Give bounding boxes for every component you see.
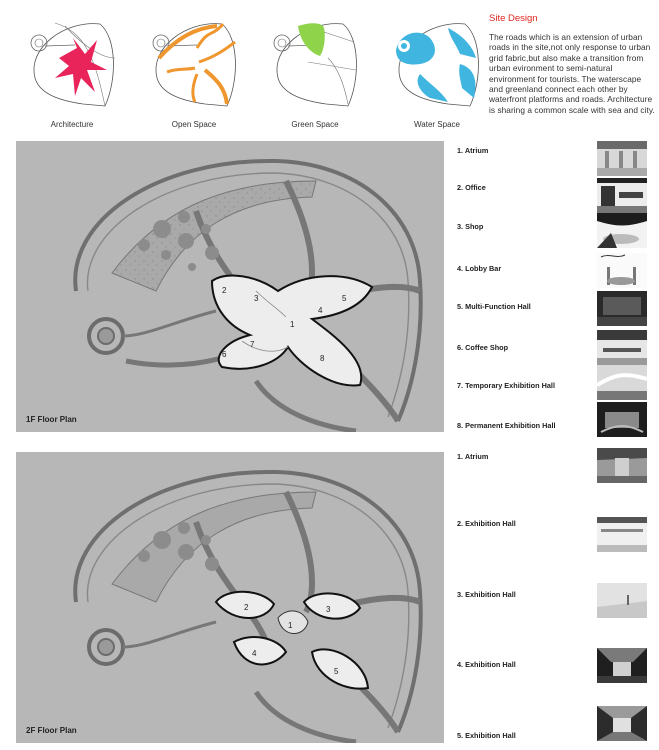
site-design-body: The roads which is an extension of urban roads in the site,not only response to urban grid fabric,but also make a transition from urban evironment to semi-natural environment for tourists. The waterscape and greenland connect each other by waterfront platforms and roads. Architecture is sharing a common scale with sea and city. [489, 32, 655, 115]
room-number: 2 [222, 286, 227, 295]
legend-label-exhibition-hall-2: 2. Exhibition Hall [457, 519, 516, 528]
legend-label-atrium: 1. Atrium [457, 146, 489, 155]
exhibition-hall-photo [597, 583, 647, 618]
legend-label-shop: 3. Shop [457, 222, 484, 231]
green-space-diagram [268, 18, 362, 110]
room-number: 6 [222, 350, 227, 359]
exhibition-hall-photo [597, 706, 647, 741]
exhibition-hall-photo [597, 517, 647, 552]
site-design-title: Site Design [489, 13, 538, 24]
diagram-label-water-space: Water Space [414, 120, 460, 129]
lobby-bar-photo [597, 253, 647, 288]
diagram-label-green-space: Green Space [291, 120, 339, 129]
multi-function-hall-photo [597, 291, 647, 326]
room-number: 4 [318, 306, 323, 315]
room-number: 7 [250, 340, 255, 349]
office-photo [597, 178, 647, 213]
architecture-diagram [25, 18, 119, 110]
legend-label-permanent-exhibition-hall: 8. Permanent Exhibition Hall [457, 421, 556, 430]
exhibition-hall-photo [597, 648, 647, 683]
atrium-photo [597, 141, 647, 176]
plan-title-2f: 2F Floor Plan [26, 726, 77, 735]
room-number: 8 [320, 354, 325, 363]
water-space-diagram [390, 18, 484, 110]
open-space-diagram [147, 18, 241, 110]
room-number: 4 [252, 649, 257, 658]
legend-label-exhibition-hall-4: 4. Exhibition Hall [457, 660, 516, 669]
diagram-label-architecture: Architecture [50, 120, 94, 129]
room-number: 2 [244, 603, 249, 612]
legend-label-exhibition-hall-5: 5. Exhibition Hall [457, 731, 516, 740]
legend-label-temporary-exhibition-hall: 7. Temporary Exhibition Hall [457, 381, 555, 390]
plan-title-1f: 1F Floor Plan [26, 415, 77, 424]
legend-label-lobby-bar: 4. Lobby Bar [457, 264, 502, 273]
legend-label-coffee-shop: 6. Coffee Shop [457, 343, 509, 352]
temporary-exhibition-photo [597, 365, 647, 400]
legend-label-exhibition-hall-3: 3. Exhibition Hall [457, 590, 516, 599]
legend-label-office: 2. Office [457, 183, 486, 192]
legend-label-atrium-2f: 1. Atrium [457, 452, 489, 461]
shop-photo [597, 213, 647, 248]
coffee-shop-photo [597, 330, 647, 365]
legend-label-multi-function-hall: 5. Multi-Function Hall [457, 302, 531, 311]
room-number: 3 [326, 605, 331, 614]
room-number: 5 [334, 667, 339, 676]
floor-plan-1f [16, 141, 444, 432]
room-number: 1 [288, 621, 293, 630]
room-number: 1 [290, 320, 295, 329]
floor-plan-2f [16, 452, 444, 743]
diagram-label-open-space: Open Space [171, 120, 217, 129]
room-number: 3 [254, 294, 259, 303]
atrium-photo-2f [597, 448, 647, 483]
permanent-exhibition-photo [597, 402, 647, 437]
room-number: 5 [342, 294, 347, 303]
